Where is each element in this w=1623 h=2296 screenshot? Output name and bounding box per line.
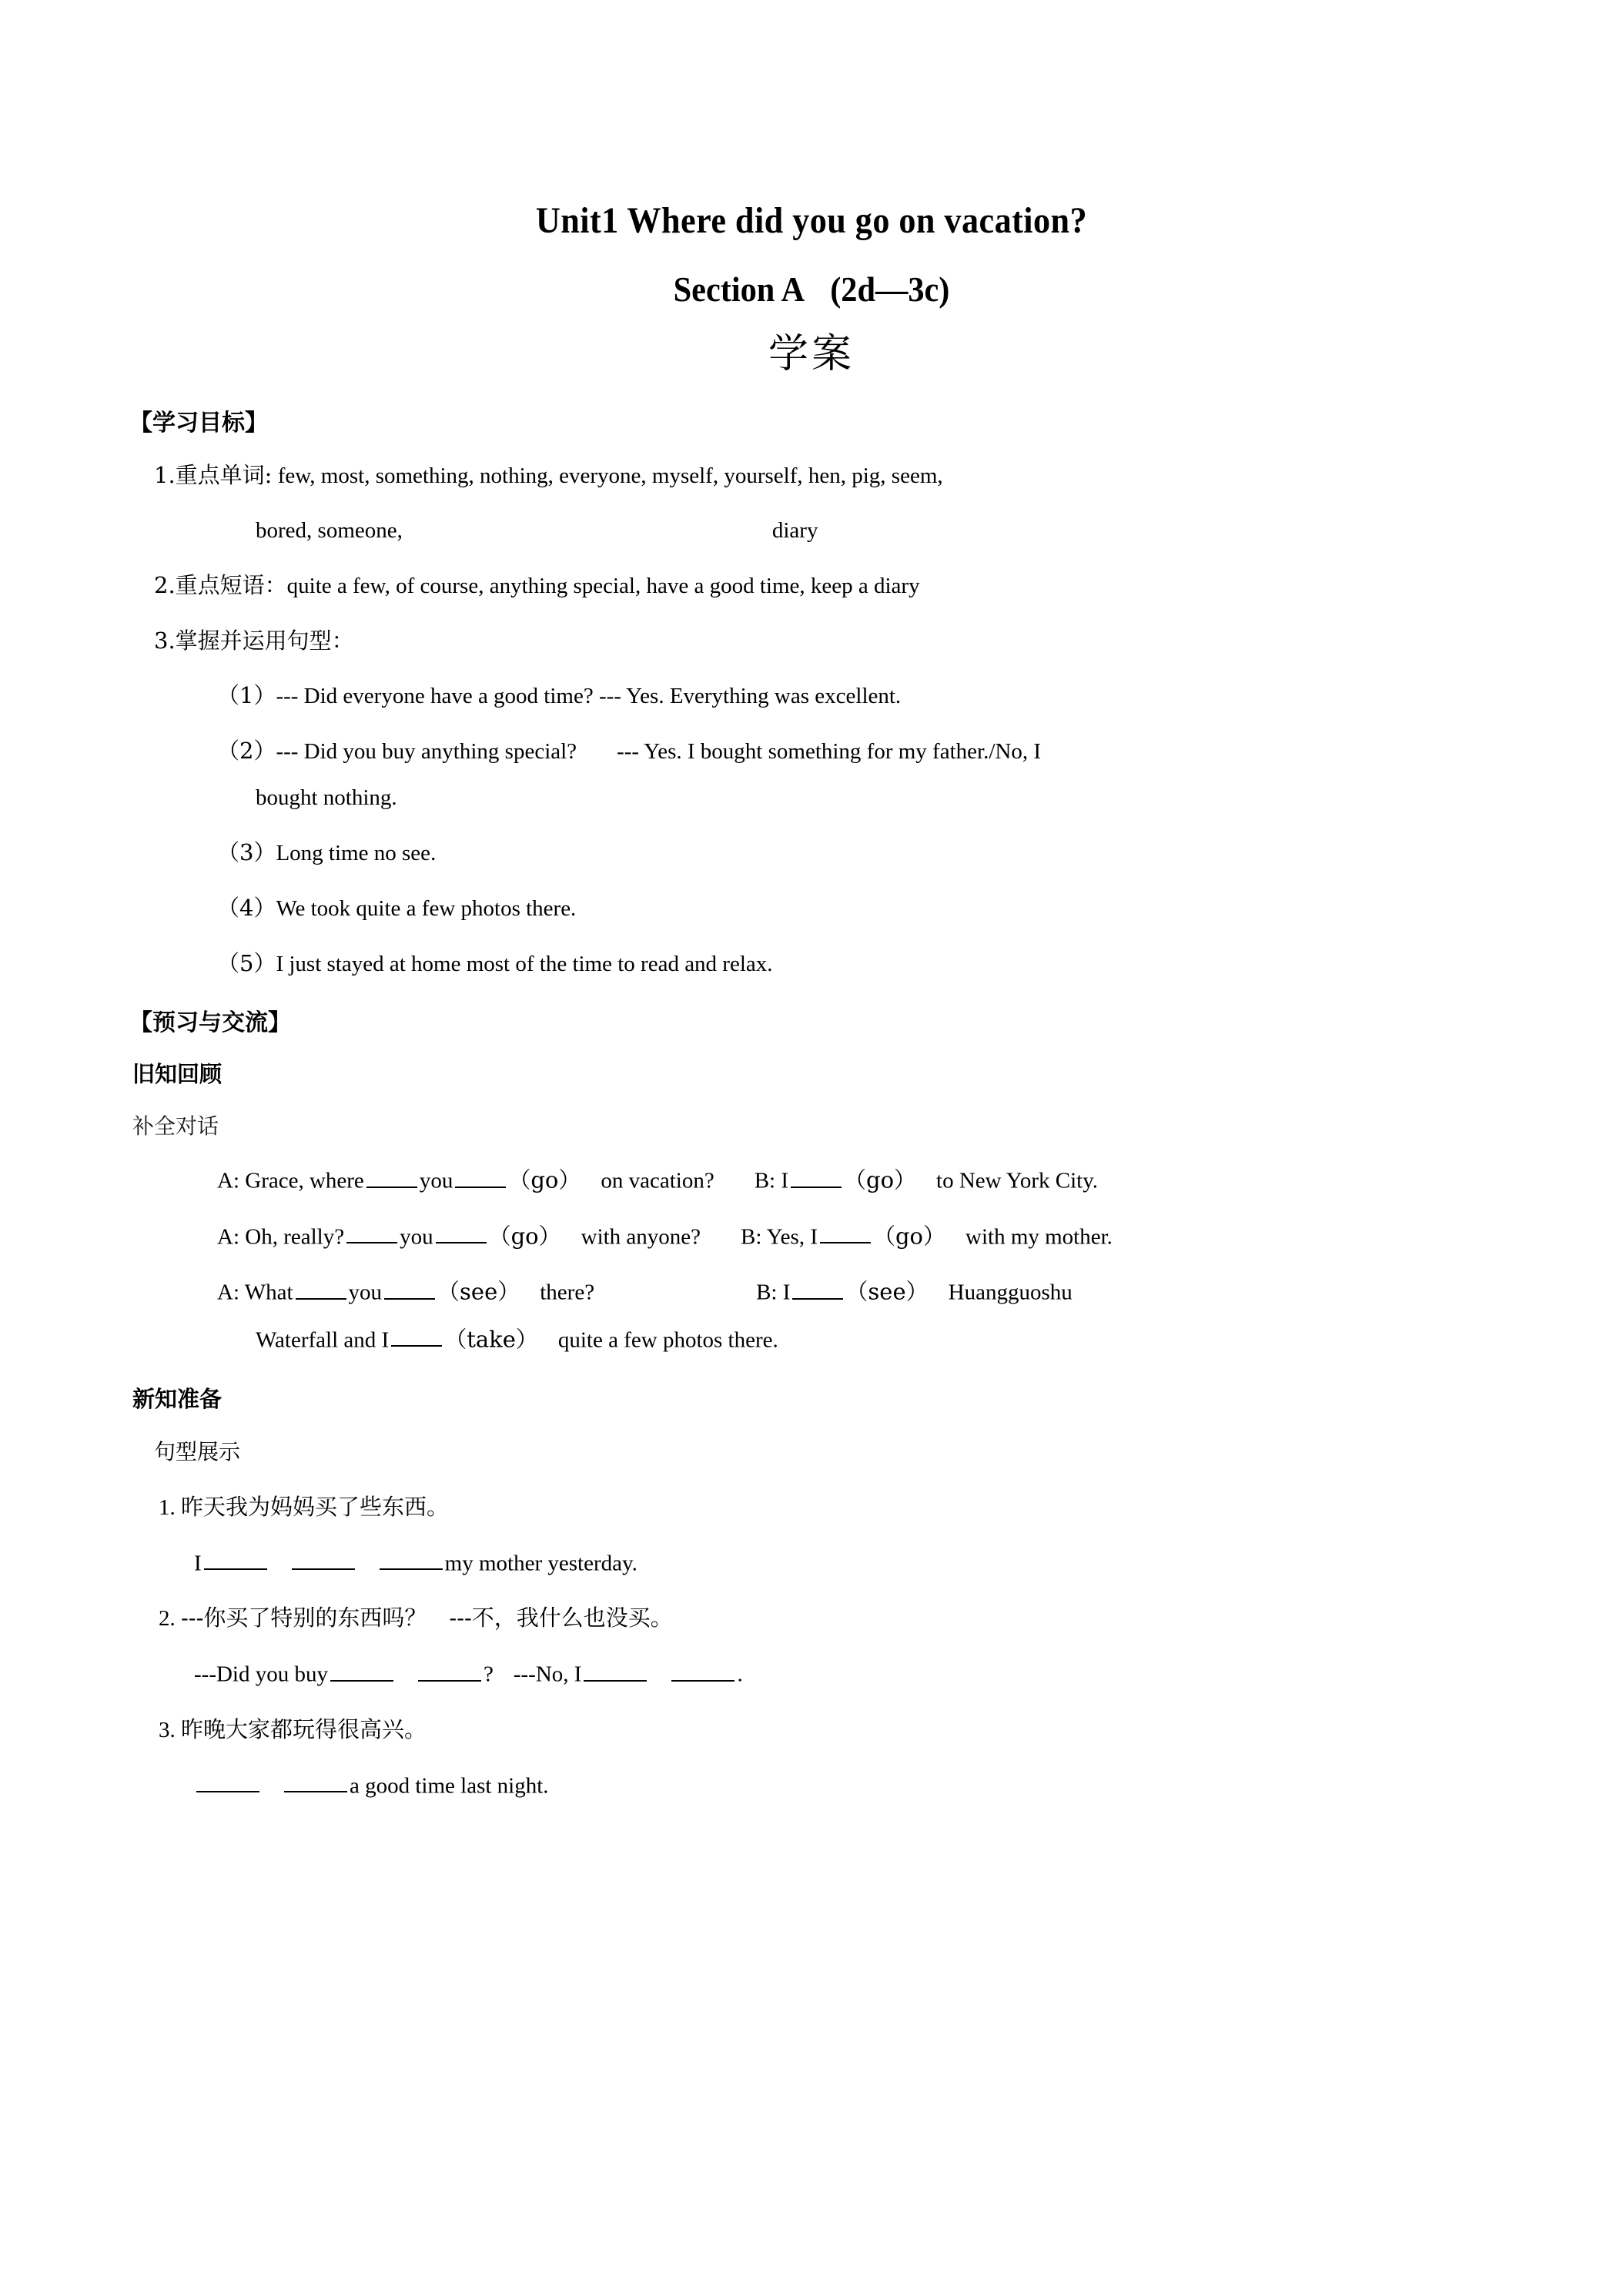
exercise-3-post: a good time last night.: [350, 1773, 549, 1799]
exercise-1-blank-3[interactable]: [380, 1545, 443, 1570]
exercise-3-blank-1[interactable]: [196, 1768, 259, 1792]
exercise-2-blank-2[interactable]: [418, 1656, 481, 1681]
dialogue-2-tail: with anyone?: [581, 1224, 701, 1250]
dialogue-2-b-tail: with my mother.: [965, 1224, 1113, 1250]
exercise-1-cn: 昨天我为妈妈买了些东西。: [181, 1494, 450, 1521]
dialogue-3-hint-2: （see）: [845, 1278, 929, 1305]
dialogue-3-tail: there?: [540, 1280, 595, 1305]
exercise-1-number: 1.: [159, 1495, 176, 1521]
dialogue-3-a-prompt: A: What: [217, 1280, 293, 1305]
dialogue-4-tail: quite a few photos there.: [557, 1327, 778, 1353]
exercise-2-mid: ?: [483, 1662, 494, 1687]
dialogue-line-3: [0, 1274, 1623, 1309]
exercise-3-chinese: [0, 1712, 1623, 1747]
subheading-new-knowledge: 新知准备: [132, 1386, 223, 1413]
dialogue-2-blank-3[interactable]: [820, 1219, 871, 1243]
objective-1-words: few, most, something, nothing, everyone, myself, yourself, hen, pig, seem,: [277, 464, 943, 489]
objective-item-1-line2: [0, 514, 1623, 547]
dialogue-2-blank-1[interactable]: [346, 1219, 397, 1243]
objective-1-words-last: diary: [771, 518, 818, 544]
pattern-item-5: [0, 946, 1623, 981]
pattern-1-text: --- Did everyone have a good time? --- Yes. Everything was excellent.: [276, 684, 902, 709]
section-subtitle: [65, 271, 1558, 308]
dialogue-4-text: Waterfall and I: [256, 1327, 390, 1353]
objective-item-2: [0, 568, 1623, 603]
pattern-3-text: Long time no see.: [276, 841, 437, 866]
objective-1-label: 1.重点单词:: [154, 462, 273, 489]
objective-2-phrases: quite a few, of course, anything special, have a good time, keep a diary: [286, 574, 920, 599]
exercise-1-post: my mother yesterday.: [444, 1551, 637, 1576]
subheading-complete-dialogue: 补全对话: [132, 1113, 219, 1140]
pattern-item-2: [0, 734, 1623, 768]
dialogue-2-hint-2: （go）: [872, 1223, 946, 1250]
section-heading-preview: 【预习与交流】: [129, 1009, 291, 1037]
dialogue-line-1: [0, 1163, 1623, 1197]
dialogue-1-hint-2: （go）: [844, 1166, 917, 1193]
exercise-2-blank-4[interactable]: [671, 1656, 735, 1681]
title-block: [0, 0, 1623, 375]
pattern-item-1: [0, 678, 1623, 713]
pattern-2-question: --- Did you buy anything special?: [276, 739, 577, 765]
exercise-2-blank-1[interactable]: [330, 1656, 393, 1681]
subheading-sentence-patterns: 句型展示: [154, 1439, 241, 1465]
dialogue-4-hint: （take）: [444, 1326, 538, 1353]
exercise-1-answer: [0, 1545, 1623, 1580]
objective-item-1: [0, 458, 1623, 493]
dialogue-1-a-prompt: A: Grace, where: [217, 1168, 364, 1193]
objective-2-label: 2.重点短语：: [154, 572, 287, 599]
section-heading-objectives: 【学习目标】: [129, 410, 268, 437]
dialogue-2-blank-2[interactable]: [436, 1219, 487, 1243]
exercise-3-answer: [0, 1768, 1623, 1802]
exercise-3-number: 3.: [159, 1717, 176, 1742]
pattern-1-number: （1）: [217, 682, 276, 709]
exercise-2-number: 2.: [159, 1606, 176, 1632]
objective-1-words-cont: bored, someone,: [256, 518, 403, 544]
dialogue-3-blank-2[interactable]: [384, 1274, 435, 1299]
dialogue-3-you: you: [348, 1280, 383, 1305]
dialogue-2-you: you: [400, 1224, 433, 1250]
pattern-5-text: I just stayed at home most of the time to read and relax.: [276, 952, 773, 977]
exercise-2-cn: ---你买了特别的东西吗？ ---不，我什么也没买。: [181, 1605, 673, 1632]
dialogue-3-blank-3[interactable]: [792, 1274, 843, 1299]
dialogue-3-b-tail: Huangguoshu: [948, 1280, 1073, 1305]
dialogue-1-b-prompt: B: I: [754, 1168, 789, 1193]
exercise-2-chinese: [0, 1601, 1623, 1635]
section-range: (2d—3c): [830, 269, 950, 310]
exercise-2-mid2: ---No, I: [513, 1662, 582, 1687]
pattern-item-2-cont: bought nothing.: [256, 785, 397, 811]
pattern-4-number: （4）: [217, 895, 276, 922]
exercise-3-cn: 昨晚大家都玩得很高兴。: [181, 1715, 427, 1742]
dialogue-1-b-tail: to New York City.: [936, 1168, 1099, 1193]
dialogue-1-blank-1[interactable]: [366, 1163, 417, 1187]
dialogue-1-hint-1: （go）: [508, 1166, 581, 1193]
dialogue-1-you: you: [419, 1168, 453, 1193]
pattern-3-number: （3）: [217, 839, 276, 866]
objective-item-3: 3.掌握并运用句型：: [154, 628, 354, 654]
exercise-2-answer: [0, 1656, 1623, 1691]
dialogue-1-tail: on vacation?: [601, 1168, 714, 1193]
worksheet-body: [0, 407, 1623, 1802]
pattern-item-3: [0, 835, 1623, 870]
exercise-1-blank-2[interactable]: [292, 1545, 355, 1570]
dialogue-3-blank-1[interactable]: [296, 1274, 346, 1299]
pattern-item-4: [0, 891, 1623, 925]
exercise-2-pre: ---Did you buy: [194, 1662, 328, 1687]
exercise-2-blank-3[interactable]: [584, 1656, 647, 1681]
document-kind: 学案: [768, 330, 855, 377]
dialogue-3-hint-1: （see）: [437, 1278, 520, 1305]
dialogue-1-blank-2[interactable]: [455, 1163, 506, 1187]
section-label: Section A: [673, 269, 805, 310]
dialogue-1-blank-3[interactable]: [791, 1163, 842, 1187]
exercise-2-post: .: [737, 1662, 743, 1687]
dialogue-4-blank-1[interactable]: [391, 1322, 442, 1347]
dialogue-2-a-prompt: A: Oh, really?: [217, 1224, 345, 1250]
dialogue-line-4: [0, 1322, 1623, 1357]
subheading-review: 旧知回顾: [132, 1061, 223, 1088]
exercise-3-blank-2[interactable]: [284, 1768, 347, 1792]
pattern-5-number: （5）: [217, 950, 276, 977]
page-title: Unit1 Where did you go on vacation?: [535, 200, 1088, 241]
exercise-1-chinese: [0, 1490, 1623, 1525]
pattern-2-number: （2）: [217, 738, 276, 765]
pattern-2-answer: --- Yes. I bought something for my father./No, I: [617, 739, 1041, 765]
dialogue-2-b-prompt: B: Yes, I: [741, 1224, 818, 1250]
dialogue-2-hint-1: （go）: [488, 1223, 561, 1250]
exercise-1-pre: I: [194, 1551, 202, 1576]
dialogue-line-2: [0, 1219, 1623, 1253]
dialogue-3-b-prompt: B: I: [756, 1280, 791, 1305]
pattern-4-text: We took quite a few photos there.: [276, 896, 577, 922]
exercise-1-blank-1[interactable]: [204, 1545, 267, 1570]
